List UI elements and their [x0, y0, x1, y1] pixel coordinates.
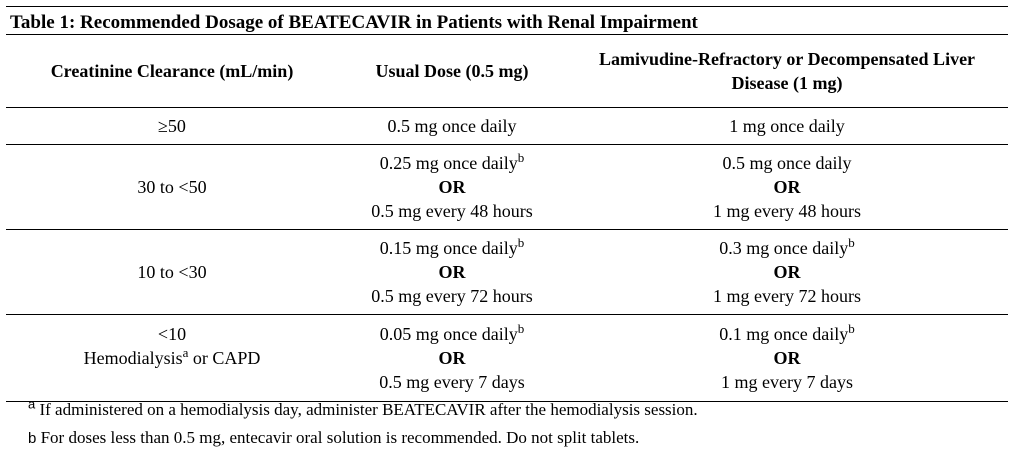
- footnote-ref: b: [848, 321, 855, 336]
- dose-option-a-text: 0.1 mg once daily: [719, 324, 849, 344]
- footnote-b: [28, 428, 639, 448]
- footnote-mark: b: [28, 430, 37, 447]
- footnote-ref: b: [517, 235, 525, 250]
- table-row: [6, 108, 1008, 145]
- or-label: OR: [773, 348, 801, 368]
- cell-lamivudine-dose: [566, 315, 1008, 402]
- dose-option-a-text: 0.25 mg once daily: [379, 153, 518, 173]
- dose-option-b: 1 mg every 48 hours: [713, 201, 861, 221]
- footnote-ref: b: [517, 150, 525, 165]
- or-label: OR: [773, 262, 801, 282]
- capd-text: or CAPD: [188, 348, 261, 368]
- dose-option-b: 0.5 mg every 48 hours: [371, 201, 533, 221]
- col-header-clearance: Creatinine Clearance (mL/min): [6, 35, 338, 108]
- or-label: OR: [773, 177, 801, 197]
- col-header-lamivudine: [566, 35, 1008, 108]
- dosage-table-frame: [6, 6, 1008, 402]
- cell-lamivudine-dose: [566, 230, 1008, 315]
- cell-usual-dose: [338, 230, 566, 315]
- dose-option-a-text: 0.05 mg once daily: [379, 324, 518, 344]
- dose-option-a: [338, 151, 566, 175]
- dose-option-a-text: 0.3 mg once daily: [719, 238, 849, 258]
- cell-clearance: 30 to <50: [6, 145, 338, 230]
- footnote-ref: b: [517, 321, 525, 336]
- dose-option-a: [566, 236, 1008, 260]
- col-header-lamivudine-text: Lamivudine-Refractory or Decompensated Liver Disease (1 mg): [598, 49, 976, 93]
- footnote-ref: a: [182, 345, 189, 360]
- hemodialysis-text: Hemodialysis: [83, 348, 183, 368]
- dose-option-a: [566, 322, 1008, 346]
- footnote-text: If administered on a hemodialysis day, administer BEATECAVIR after the hemodialysis session.: [35, 400, 698, 419]
- footnote-text: For doses less than 0.5 mg, entecavir oral solution is recommended. Do not split tablets.: [36, 428, 640, 447]
- dose-option-b: 1 mg every 7 days: [721, 372, 853, 392]
- table-row: [6, 230, 1008, 315]
- or-label: OR: [438, 348, 466, 368]
- col-header-usual-dose: Usual Dose (0.5 mg): [338, 35, 566, 108]
- cell-clearance: [6, 315, 338, 402]
- dose-option-a: 0.5 mg once daily: [722, 153, 852, 173]
- table-title: Table 1: Recommended Dosage of BEATECAVIR in Patients with Renal Impairment: [6, 6, 1008, 35]
- dose-option-a: [338, 322, 566, 346]
- dose-option-a: [338, 236, 566, 260]
- dose-option-b: 0.5 mg every 72 hours: [371, 286, 533, 306]
- footnote-a: [28, 396, 698, 420]
- dose-option-b: 1 mg every 72 hours: [713, 286, 861, 306]
- dosage-table: [6, 35, 1008, 402]
- cell-lamivudine-dose: [566, 145, 1008, 230]
- footnote-mark: a: [28, 396, 36, 412]
- cell-usual-dose: [338, 315, 566, 402]
- table-header-row: [6, 35, 1008, 108]
- table-row: [6, 315, 1008, 402]
- cell-usual-dose: [338, 145, 566, 230]
- dose-option-a-text: 0.15 mg once daily: [379, 238, 518, 258]
- spacer: [6, 370, 338, 394]
- clearance-line-1: <10: [157, 324, 187, 344]
- or-label: OR: [438, 177, 466, 197]
- footnote-ref: b: [848, 235, 855, 250]
- cell-clearance: 10 to <30: [6, 230, 338, 315]
- cell-usual-dose: 0.5 mg once daily: [338, 108, 566, 145]
- cell-clearance: ≥50: [6, 108, 338, 145]
- table-row: [6, 145, 1008, 230]
- or-label: OR: [438, 262, 466, 282]
- dose-option-b: 0.5 mg every 7 days: [379, 372, 525, 392]
- cell-lamivudine-dose: 1 mg once daily: [566, 108, 1008, 145]
- clearance-line-2: [6, 346, 338, 370]
